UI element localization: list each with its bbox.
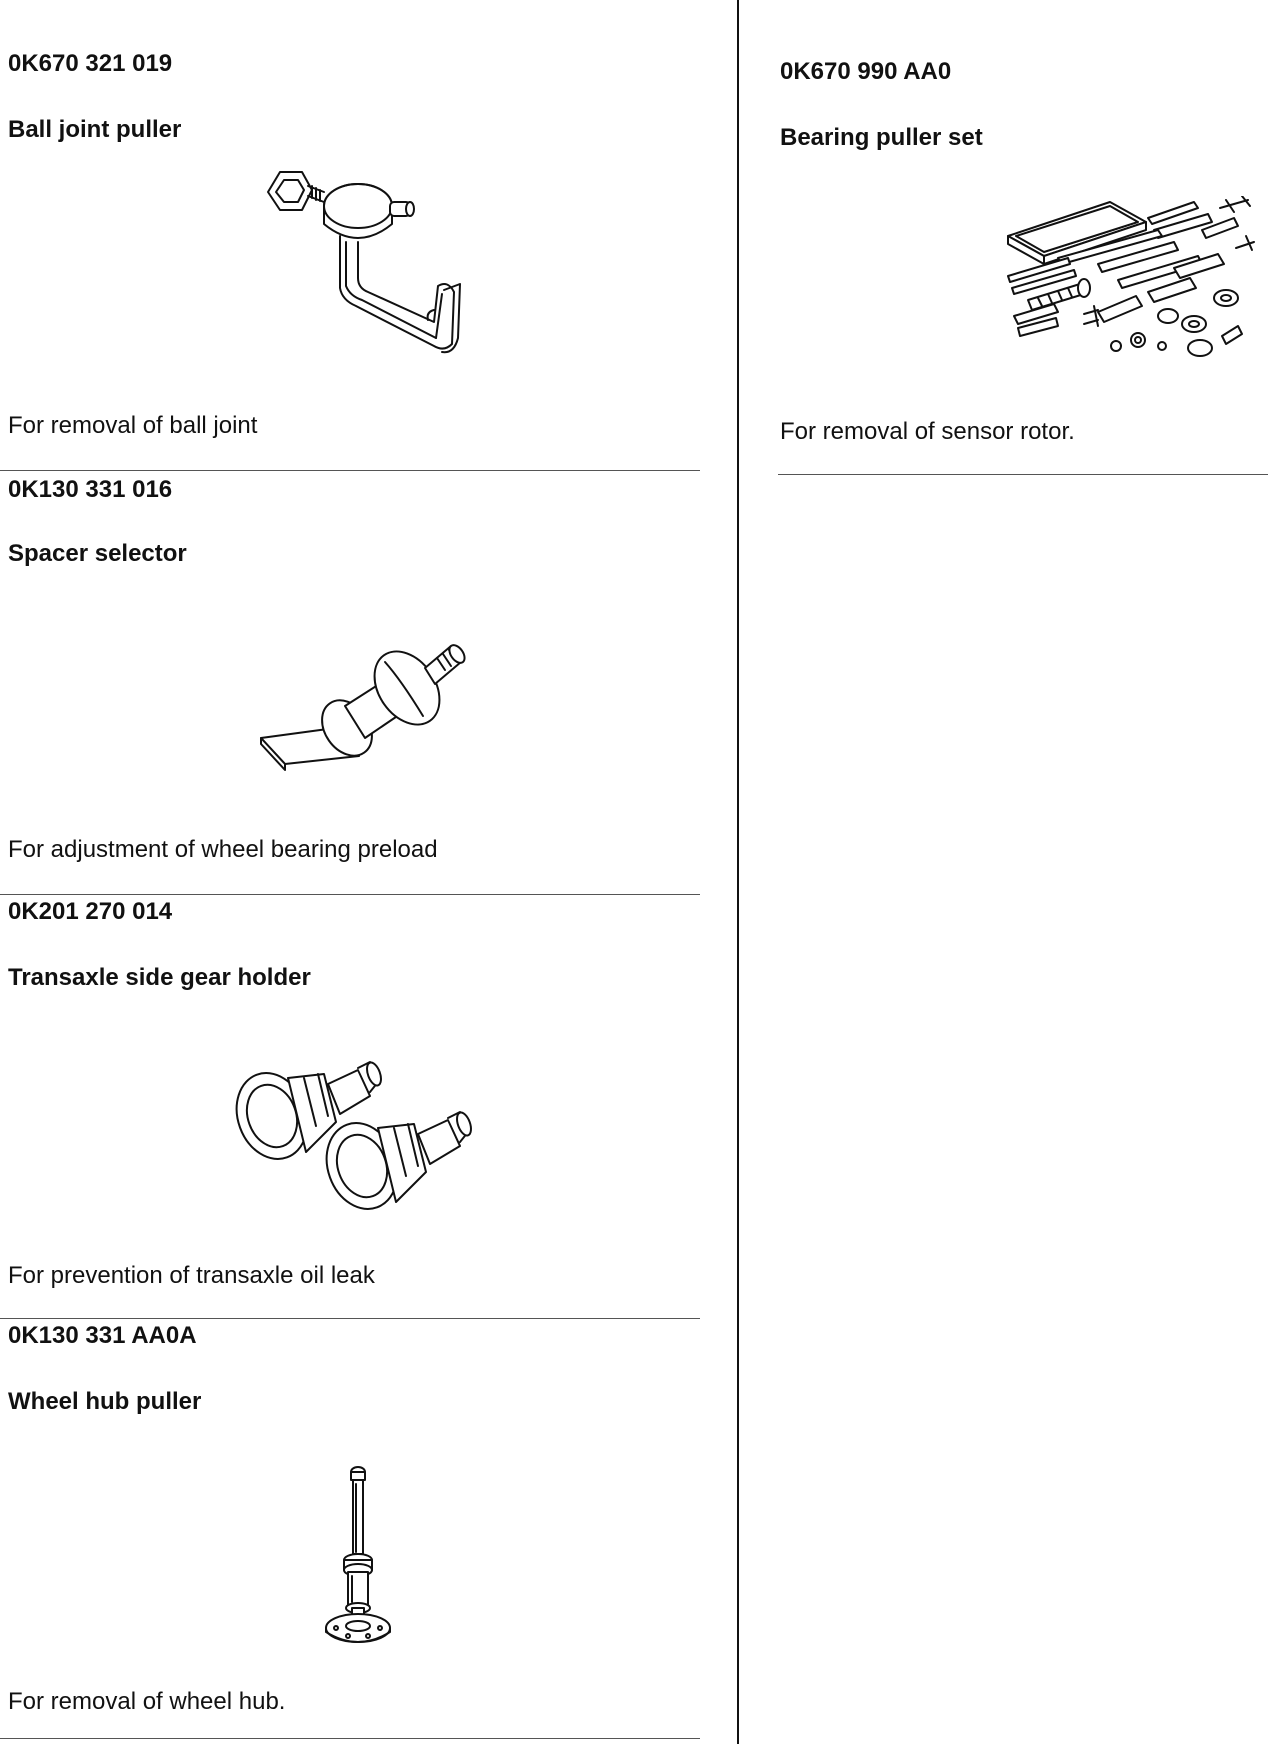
- section-rule: [0, 1738, 700, 1739]
- part-number: 0K130 331 AA0A: [8, 1322, 197, 1349]
- section-rule: [0, 894, 700, 895]
- spacer-selector-icon: [255, 628, 495, 778]
- section-rule: [0, 1318, 700, 1319]
- tool-description: For removal of ball joint: [8, 412, 258, 439]
- ball-joint-puller-icon: [258, 162, 468, 362]
- tool-name: Wheel hub puller: [8, 1388, 202, 1415]
- tool-name: Bearing puller set: [780, 124, 983, 151]
- tool-name: Spacer selector: [8, 540, 187, 567]
- column-divider: [737, 0, 739, 1744]
- bearing-puller-set-icon: [998, 196, 1268, 376]
- tool-description: For prevention of transaxle oil leak: [8, 1262, 375, 1289]
- tool-description: For adjustment of wheel bearing preload: [8, 836, 438, 863]
- section-rule: [778, 474, 1268, 475]
- section-rule: [0, 470, 700, 471]
- wheel-hub-puller-icon: [318, 1462, 398, 1652]
- part-number: 0K130 331 016: [8, 476, 173, 503]
- side-gear-holder-icon: [232, 1044, 488, 1214]
- tool-name: Ball joint puller: [8, 116, 182, 143]
- part-number: 0K670 321 019: [8, 50, 173, 77]
- part-number: 0K201 270 014: [8, 898, 173, 925]
- part-number: 0K670 990 AA0: [780, 58, 952, 85]
- tool-description: For removal of sensor rotor.: [780, 418, 1075, 445]
- tool-name: Transaxle side gear holder: [8, 964, 311, 991]
- tool-description: For removal of wheel hub.: [8, 1688, 286, 1715]
